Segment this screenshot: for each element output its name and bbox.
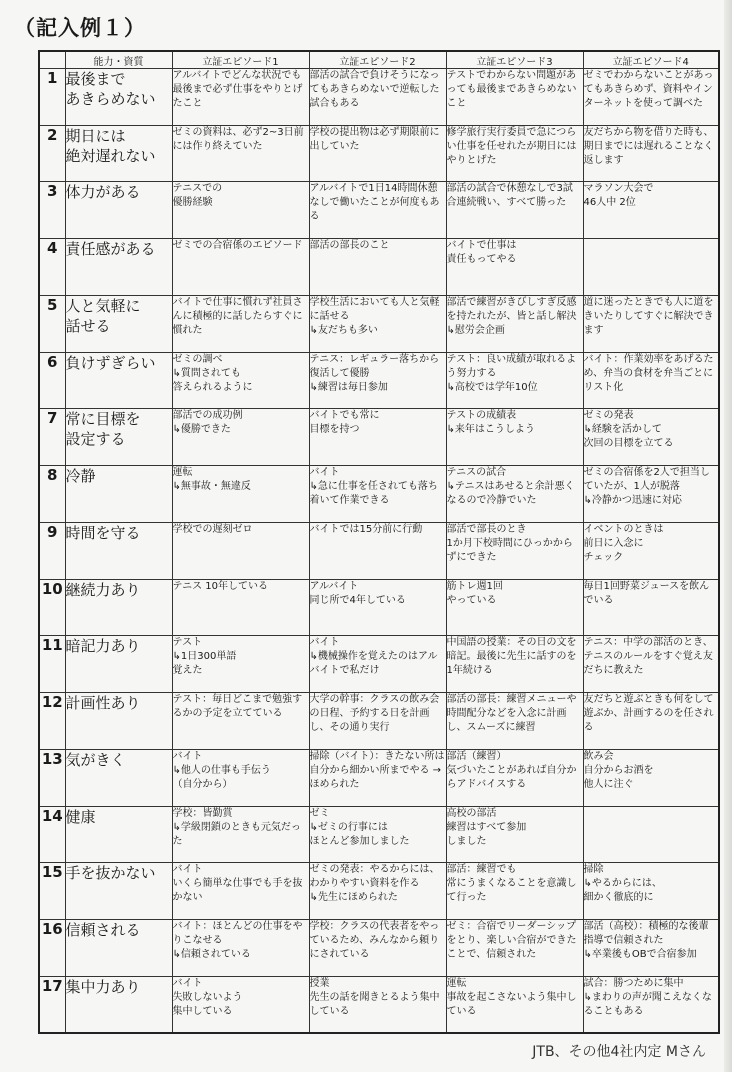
footer-credit: JTB、その他4社内定 Mさん <box>532 1044 706 1060</box>
ability-cell <box>65 522 172 579</box>
episode-4-cell: 飲み会 自分からお酒を 他人に注ぐ <box>583 749 719 806</box>
ability-label: 常に目標を 設定する <box>65 410 141 449</box>
row-number: 8 <box>39 466 65 523</box>
episode-1-cell: テニス 10年している <box>172 579 309 636</box>
episode-1-cell: テスト ↳1日300単語 覚えた <box>172 636 309 693</box>
episode-2-cell: 学校：クラスの代表者をやっているため、みんなから頼りにされている <box>309 920 446 977</box>
episode-3-cell: ゼミ：合宿でリーダーシップをとり、楽しい合宿ができたことで、信頼された <box>446 920 583 977</box>
table-header-row <box>39 51 719 69</box>
episode-2-cell: バイトでも常に 目標を持つ <box>309 409 446 466</box>
ability-label: 最後まで あきらめない <box>65 70 156 108</box>
ability-cell <box>65 863 172 920</box>
episode-1-cell: ゼミの調べ ↳質問されても 答えられるように <box>172 352 309 409</box>
ability-cell <box>65 125 172 182</box>
ability-cell <box>65 182 172 239</box>
episode-3-cell: テストでわからない問題があっても最後まであきらめないこと <box>446 69 583 126</box>
table-row <box>39 806 719 863</box>
table-row <box>39 749 719 806</box>
table-row <box>39 239 719 296</box>
page-title: （記入例１） <box>14 16 146 40</box>
table-row <box>39 409 719 466</box>
row-number: 12 <box>39 693 65 750</box>
header-episode-4: 立証エピソード4 <box>583 51 719 69</box>
row-number: 2 <box>39 125 65 182</box>
episode-1-cell: ゼミでの合宿係のエピソード <box>172 239 309 296</box>
episode-4-cell: 部活（高校）：積極的な後輩指導で信頼された ↳卒業後もOBで合宿参加 <box>583 920 719 977</box>
episode-4-cell <box>583 806 719 863</box>
row-number: 13 <box>39 749 65 806</box>
row-number: 5 <box>39 295 65 352</box>
episode-2-cell: バイト ↳機械操作を覚えたのはアルバイトで私だけ <box>309 636 446 693</box>
episode-4-cell: 掃除 ↳やるからには、 細かく徹底的に <box>583 863 719 920</box>
ability-label: 人と気軽に 話せる <box>65 296 141 335</box>
table-row <box>39 579 719 636</box>
ability-cell <box>65 749 172 806</box>
episode-4-cell: バイト：作業効率をあげるため、弁当の食材を弁当ごとにリスト化 <box>583 352 719 409</box>
ability-cell <box>65 352 172 409</box>
episode-2-cell: ゼミの発表：やるからには、わかりやすい資料を作る ↳先生にほめられた <box>309 863 446 920</box>
ability-label: 時間を守る <box>65 523 141 542</box>
episode-1-cell: 学校での遅刻ゼロ <box>172 522 309 579</box>
row-number: 4 <box>39 239 65 296</box>
ability-label: 責任感がある <box>65 240 156 259</box>
episode-1-cell: 部活での成功例 ↳優勝できた <box>172 409 309 466</box>
episode-3-cell: 部活で部長のとき 1か月下校時間にひっかからずにできた <box>446 522 583 579</box>
episode-1-cell: 学校：皆勤賞 ↳学級閉鎖のときも元気だった <box>172 806 309 863</box>
episode-2-cell: 授業 先生の話を聞きとるよう集中している <box>309 976 446 1033</box>
ability-cell <box>65 409 172 466</box>
episode-2-cell: 学校生活においても人と気軽に話せる ↳友だちも多い <box>309 295 446 352</box>
episode-1-cell: バイト：ほとんどの仕事をやりこなせる ↳信頼されている <box>172 920 309 977</box>
episode-table <box>38 50 720 1034</box>
header-episode-1: 立証エピソード1 <box>172 51 309 69</box>
episode-1-cell: バイト いくら簡単な仕事でも手を抜かない <box>172 863 309 920</box>
episode-4-cell: 友だちと遊ぶときも何をして遊ぶか、計画するのを任される <box>583 693 719 750</box>
table-row <box>39 125 719 182</box>
ability-cell <box>65 806 172 863</box>
episode-2-cell: アルバイト 同じ所で4年している <box>309 579 446 636</box>
episode-3-cell: テニスの試合 ↳テニスはあせると余計悪くなるので冷静でいた <box>446 466 583 523</box>
episode-1-cell: 運転 ↳無事故・無違反 <box>172 466 309 523</box>
ability-cell <box>65 69 172 126</box>
episode-3-cell: 部活の部長：練習メニューや時間配分などを入念に計画し、スムーズに練習 <box>446 693 583 750</box>
row-number: 17 <box>39 976 65 1033</box>
episode-4-cell: ゼミの合宿係を2人で担当していたが、1人が脱落 ↳冷静かつ迅速に対応 <box>583 466 719 523</box>
table-row <box>39 920 719 977</box>
ability-label: 暗記力あり <box>65 637 141 656</box>
ability-label: 手を抜かない <box>65 864 156 883</box>
header-num <box>39 51 65 69</box>
row-number: 1 <box>39 69 65 126</box>
page-edge <box>724 0 732 1072</box>
episode-3-cell: 中国語の授業：その日の文を暗記。最後に先生に話すのを1年続ける <box>446 636 583 693</box>
ability-label: 体力がある <box>65 183 141 202</box>
table-row <box>39 693 719 750</box>
ability-cell <box>65 295 172 352</box>
ability-cell <box>65 976 172 1033</box>
episode-3-cell: 修学旅行実行委員で急につらい仕事を任せれたが期日にはやりとげた <box>446 125 583 182</box>
table-row <box>39 182 719 239</box>
ability-label: 期日には 絶対遅れない <box>65 126 156 165</box>
row-number: 7 <box>39 409 65 466</box>
ability-cell <box>65 579 172 636</box>
table-row <box>39 466 719 523</box>
episode-3-cell: 筋トレ週1回 やっている <box>446 579 583 636</box>
episode-4-cell: ゼミでわからないことがあってもあきらめず、資料やインターネットを使って調べた <box>583 69 719 126</box>
ability-label: 健康 <box>65 807 96 826</box>
episode-3-cell: 部活（練習） 気づいたことがあれば自分からアドバイスする <box>446 749 583 806</box>
episode-2-cell: テニス：レギュラー落ちから復活して優勝 ↳練習は毎日参加 <box>309 352 446 409</box>
header-episode-3: 立証エピソード3 <box>446 51 583 69</box>
episode-1-cell: テスト：毎日どこまで勉強するかの予定を立てている <box>172 693 309 750</box>
ability-cell <box>65 693 172 750</box>
table-row <box>39 352 719 409</box>
episode-4-cell <box>583 239 719 296</box>
episode-1-cell: テニスでの 優勝経験 <box>172 182 309 239</box>
row-number: 11 <box>39 636 65 693</box>
episode-2-cell: ゼミ ↳ゼミの行事には ほとんど参加しました <box>309 806 446 863</box>
ability-label: 計画性あり <box>65 694 141 713</box>
episode-1-cell: アルバイトでどんな状況でも最後まで必ず仕事をやりとげたこと <box>172 69 309 126</box>
episode-2-cell: 大学の幹事：クラスの飲み会の日程、予約する日を計画し、その通り実行 <box>309 693 446 750</box>
ability-label: 信頼される <box>65 921 141 940</box>
header-episode-2: 立証エピソード2 <box>309 51 446 69</box>
episode-3-cell: 部活の試合で休憩なしで3試合連続戦い、すべて勝った <box>446 182 583 239</box>
episode-4-cell: 毎日1回野菜ジュースを飲んでいる <box>583 579 719 636</box>
row-number: 9 <box>39 522 65 579</box>
episode-2-cell: 学校の提出物は必ず期限前に出していた <box>309 125 446 182</box>
row-number: 16 <box>39 920 65 977</box>
episode-3-cell: バイトで仕事は 責任もってやる <box>446 239 583 296</box>
episode-2-cell: 部活の試合で負けそうになってもあきらめないで逆転した試合もある <box>309 69 446 126</box>
episode-1-cell: バイト 失敗しないよう 集中している <box>172 976 309 1033</box>
ability-label: 冷静 <box>65 467 96 486</box>
episode-2-cell: バイト ↳急に仕事を任されても落ち着いて作業できる <box>309 466 446 523</box>
row-number: 10 <box>39 579 65 636</box>
ability-label: 集中力あり <box>65 977 141 996</box>
episode-2-cell: バイトでは15分前に行動 <box>309 522 446 579</box>
episode-1-cell: ゼミの資料は、必ず2~3日前には作り終えていた <box>172 125 309 182</box>
episode-3-cell: 部活で練習がきびしすぎ反感を持たれたが、皆と話し解決↳慰労会企画 <box>446 295 583 352</box>
ability-label: 継続力あり <box>65 580 141 599</box>
table-row <box>39 976 719 1033</box>
episode-1-cell: バイト ↳他人の仕事も手伝う （自分から） <box>172 749 309 806</box>
episode-4-cell: マラソン大会で 46人中 2位 <box>583 182 719 239</box>
row-number: 14 <box>39 806 65 863</box>
ability-cell <box>65 466 172 523</box>
row-number: 15 <box>39 863 65 920</box>
ability-cell <box>65 636 172 693</box>
row-number: 6 <box>39 352 65 409</box>
episode-4-cell: ゼミの発表 ↳経験を活かして 次回の目標を立てる <box>583 409 719 466</box>
table-row <box>39 636 719 693</box>
episode-2-cell: 部活の部長のこと <box>309 239 446 296</box>
ability-cell <box>65 920 172 977</box>
table-row <box>39 69 719 126</box>
ability-cell <box>65 239 172 296</box>
episode-4-cell: イベントのときは 前日に入念に チェック <box>583 522 719 579</box>
episode-4-cell: 友だちから物を借りた時も、期日までには遅れることなく返します <box>583 125 719 182</box>
episode-3-cell: 高校の部活 練習はすべて参加 しました <box>446 806 583 863</box>
episode-3-cell: テストの成績表 ↳来年はこうしよう <box>446 409 583 466</box>
table-row <box>39 863 719 920</box>
episode-4-cell: テニス：中学の部活のとき、テニスのルールをすぐ覚え友だちに教えた <box>583 636 719 693</box>
episode-3-cell: 部活：練習でも 常にうまくなることを意識して行った <box>446 863 583 920</box>
row-number: 3 <box>39 182 65 239</box>
episode-1-cell: バイトで仕事に慣れず社員さんに積極的に話したらすぐに慣れた <box>172 295 309 352</box>
ability-label: 負けずぎらい <box>65 353 156 372</box>
ability-label: 気がきく <box>65 750 126 769</box>
table-row <box>39 522 719 579</box>
header-ability: 能力・資質 <box>65 51 172 69</box>
episode-4-cell: 道に迷ったときでも人に道をきいたりしてすぐに解決できます <box>583 295 719 352</box>
episode-3-cell: 運転 事故を起こさないよう集中している <box>446 976 583 1033</box>
episode-2-cell: 掃除（バイト）：きたない所は自分から細かい所までやる →ほめられた <box>309 749 446 806</box>
table-row <box>39 295 719 352</box>
episode-4-cell: 試合：勝つために集中 ↳まわりの声が聞こえなくなることもある <box>583 976 719 1033</box>
episode-2-cell: アルバイトで1日14時間休憩なしで働いたことが何度もある <box>309 182 446 239</box>
episode-3-cell: テスト：良い成績が取れるよう努力する ↳高校では学年10位 <box>446 352 583 409</box>
